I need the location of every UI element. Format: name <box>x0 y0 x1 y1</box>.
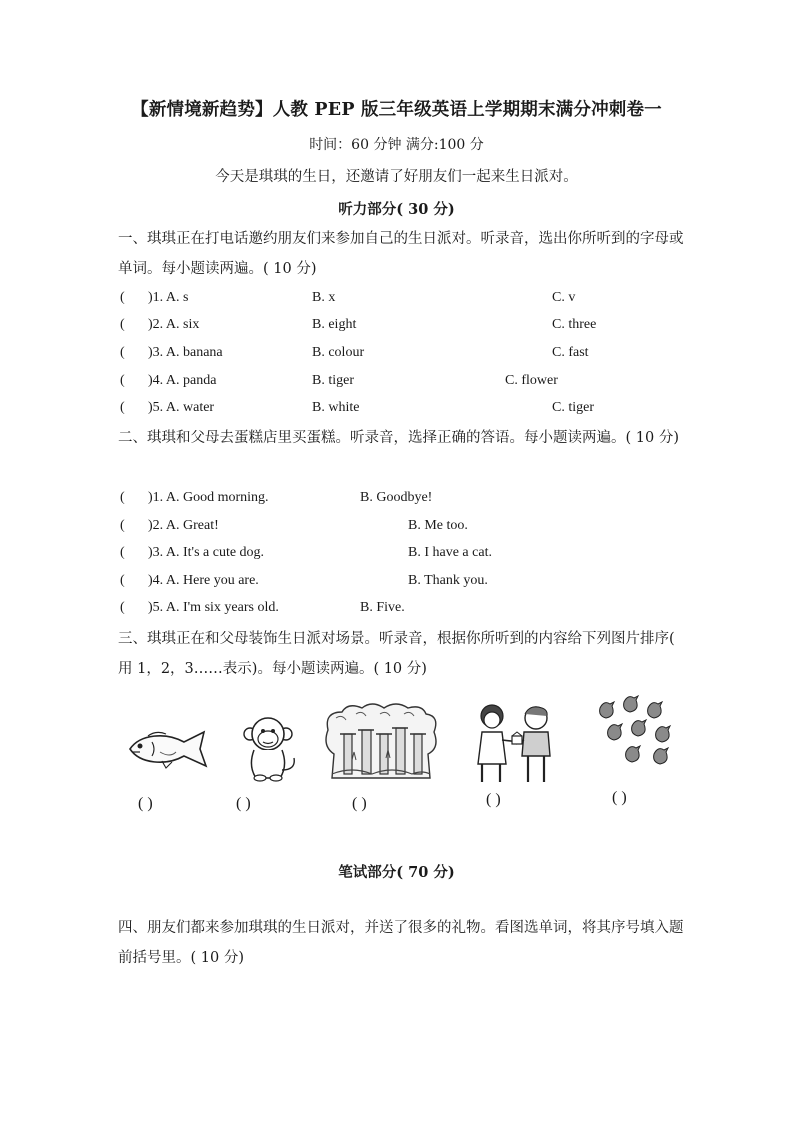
answer-paren[interactable]: ( <box>120 573 125 588</box>
answer-bracket[interactable]: ( ) <box>612 789 627 806</box>
answer-paren[interactable]: ( <box>120 345 125 360</box>
children-gift-picture <box>470 700 562 786</box>
answer-paren[interactable]: ( <box>120 490 125 505</box>
option-a: )2. A. Great! <box>148 518 219 533</box>
answer-paren[interactable]: ( <box>120 290 125 305</box>
option-b: B. Goodbye! <box>360 490 433 505</box>
answer-paren[interactable]: ( <box>120 373 125 388</box>
section3-instruction: 三、琪琪正在和父母装饰生日派对场景。听录音，根据你所听到的内容给下列图片排序( 用 1，2，3……表示)。每小题读两遍。( 10 分) <box>118 631 675 677</box>
option-b: B. white <box>312 400 360 415</box>
section4-instruction: 四、朋友们都来参加琪琪的生日派对，并送了很多的礼物。看图选单词，将其序号填入题前括号里。( 10 分) <box>118 920 684 966</box>
option-c: C. three <box>552 317 597 332</box>
option-a: )3. A. banana <box>148 345 223 360</box>
option-a: )1. A. Good morning. <box>148 490 269 505</box>
section1-instruction: 一、琪琪正在打电话邀约朋友们来参加自己的生日派对。听录音，选出你所听到的字母或单词。每小题读两遍。( 10 分) <box>118 231 684 277</box>
ducks-picture <box>596 694 682 778</box>
option-a: )5. A. water <box>148 400 215 415</box>
answer-bracket[interactable]: ( ) <box>138 795 153 812</box>
option-b: B. colour <box>312 345 365 360</box>
monkey-picture <box>240 714 298 782</box>
answer-bracket[interactable]: ( ) <box>486 791 501 808</box>
option-a: )5. A. I'm six years old. <box>148 600 279 615</box>
option-a: )1. A. s <box>148 290 189 305</box>
answer-paren[interactable]: ( <box>120 317 125 332</box>
option-c: C. fast <box>552 345 589 360</box>
option-a: )2. A. six <box>148 317 200 332</box>
time-info: 时间：60 分钟 满分:100 分 <box>309 137 484 153</box>
option-c: C. flower <box>505 373 558 388</box>
option-c: C. tiger <box>552 400 594 415</box>
option-b: B. I have a cat. <box>408 545 492 560</box>
intro-text: 今天是琪琪的生日，还邀请了好朋友们一起来生日派对。 <box>215 169 578 185</box>
writing-header: 笔试部分( 70 分) <box>338 864 455 881</box>
section2-instruction: 二、琪琪和父母去蛋糕店里买蛋糕。听录音，选择正确的答语。每小题读两遍。( 10 分) <box>118 430 679 446</box>
option-b: B. Me too. <box>408 518 468 533</box>
listening-header: 听力部分( 30 分) <box>338 201 455 218</box>
answer-paren[interactable]: ( <box>120 600 125 615</box>
forest-picture <box>322 700 440 784</box>
answer-paren[interactable]: ( <box>120 545 125 560</box>
option-b: B. x <box>312 290 336 305</box>
fish-picture <box>126 728 212 770</box>
option-b: B. Thank you. <box>408 573 488 588</box>
answer-paren[interactable]: ( <box>120 400 125 415</box>
answer-bracket[interactable]: ( ) <box>352 795 367 812</box>
answer-paren[interactable]: ( <box>120 518 125 533</box>
option-a: )4. A. Here you are. <box>148 573 259 588</box>
answer-bracket[interactable]: ( ) <box>236 795 251 812</box>
page-title: 【新情境新趋势】人教 PEP 版三年级英语上学期期末满分冲刺卷一 <box>131 100 662 120</box>
option-a: )4. A. panda <box>148 373 217 388</box>
option-a: )3. A. It's a cute dog. <box>148 545 265 560</box>
option-b: B. eight <box>312 317 357 332</box>
option-b: B. tiger <box>312 373 354 388</box>
option-b: B. Five. <box>360 600 405 615</box>
option-c: C. v <box>552 290 576 305</box>
